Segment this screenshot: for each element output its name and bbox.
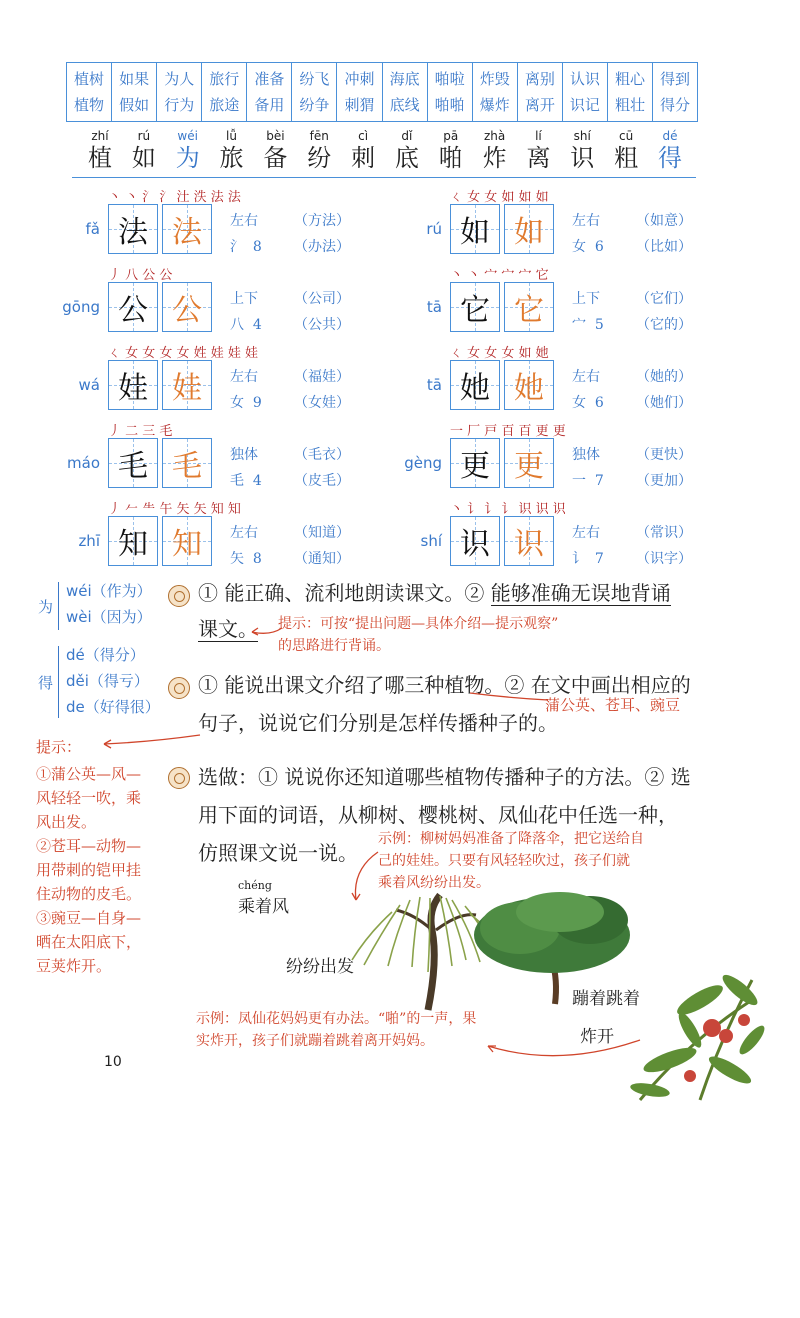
card-character-tracing: 毛 (172, 449, 202, 484)
hint-line: ③豌豆—自身— (36, 909, 142, 927)
example-word: （公司） (294, 291, 350, 307)
card-character: 毛 (118, 449, 148, 484)
note-line: 乘着风纷纷出发。 (378, 875, 490, 891)
example: （好得很） (84, 698, 160, 716)
word-table-cell: 假如 (119, 96, 150, 114)
structure: 独体 (572, 447, 600, 463)
character: 为 (175, 144, 200, 172)
card-character: 公 (118, 293, 148, 328)
radical: 女 (230, 395, 244, 411)
note-line: 示例：凤仙花妈妈更有办法。“啪”的一声，果 (196, 1011, 477, 1027)
character-pinyin: wéi (177, 129, 198, 143)
card-character: 娃 (118, 371, 148, 406)
task-text: ① 能说出课文介绍了哪三种植物。② 在文中画出相应的 (198, 673, 691, 697)
stroke-order: 一 厂 戸 百 百 更 更 (450, 424, 566, 439)
stroke-count: 4 (252, 317, 262, 333)
hint-line: ①蒲公英—风— (36, 765, 142, 783)
pinyin: dé (66, 646, 85, 664)
character: 离 (526, 144, 551, 172)
task-text: 仿照课文说一说。 (198, 841, 358, 865)
structure: 左右 (572, 213, 600, 229)
note-line: 实炸开，孩子们就蹦着跳着离开妈妈。 (196, 1033, 434, 1049)
structure: 左右 (230, 369, 258, 385)
example-word: （知道） (294, 525, 350, 541)
word-table-cell: 识记 (569, 96, 600, 114)
balsam-plant-illustration (629, 970, 768, 1100)
stroke-count: 9 (252, 395, 262, 411)
radical: 氵 (230, 239, 244, 255)
word-table-cell: 炸毁 (479, 70, 510, 88)
example-word: （公共） (294, 317, 350, 333)
example-word: （她们） (636, 395, 692, 411)
word-table-cell: 海底 (389, 70, 420, 88)
character-pinyin: pā (443, 129, 459, 143)
example-word: （女娃） (294, 395, 350, 411)
card-pinyin: tā (426, 298, 442, 316)
stroke-count: 8 (252, 551, 262, 567)
word-table-cell: 得到 (660, 70, 691, 88)
character: 旅 (219, 144, 244, 172)
card-character-tracing: 如 (514, 215, 544, 250)
character-pinyin: fēn (309, 129, 329, 143)
task-text: ① 能正确、流利地朗读课文。② (198, 581, 491, 605)
note-line: 示例：柳树妈妈准备了降落伞，把它送给自 (378, 831, 644, 847)
card-pinyin: máo (67, 454, 100, 472)
radical: 女 (572, 395, 586, 411)
stroke-count: 6 (594, 395, 604, 411)
card-pinyin: gōng (62, 298, 100, 316)
example-word: （她的） (636, 369, 692, 385)
word-table-cell: 纷争 (299, 96, 330, 114)
card-pinyin: zhī (78, 532, 100, 550)
card-pinyin: fǎ (85, 220, 100, 238)
character-pinyin: lí (535, 129, 542, 143)
example-word: （更快） (636, 447, 692, 463)
hint-line: 用带刺的铠甲挂 (36, 861, 142, 879)
card-character: 更 (460, 449, 490, 484)
example: （得分） (84, 646, 145, 664)
polyphone-char: 得 (38, 674, 54, 692)
word-table-cell: 底线 (389, 96, 420, 114)
task-text-underlined: 课文。 (198, 617, 258, 641)
word-zhakai: 炸开 (580, 1027, 614, 1047)
card-character-tracing: 她 (514, 371, 544, 406)
polyphone-char: 为 (38, 598, 54, 616)
example: （作为） (91, 582, 152, 600)
character-pinyin: cì (358, 129, 369, 143)
word-table-cell: 离开 (524, 96, 555, 114)
stroke-order: ㄑ 女 女 如 如 如 (450, 190, 549, 205)
task-text-underlined: 能够准确无误地背诵 (490, 581, 671, 605)
example-word: （它们） (636, 291, 692, 307)
hint-line: 晒在太阳底下， (36, 933, 142, 951)
word-table-cell: 粗壮 (614, 96, 645, 114)
hint-line: 住动物的皮毛。 (36, 885, 142, 903)
example-word: （毛衣） (294, 447, 350, 463)
card-character-tracing: 知 (172, 527, 202, 562)
character-pinyin: shí (573, 129, 591, 143)
word-table-cell: 行为 (164, 96, 195, 114)
word-table-cell: 为人 (164, 70, 195, 88)
page-number: 10 (104, 1054, 122, 1070)
radical: 一 (572, 473, 586, 489)
example-word: （更加） (636, 473, 692, 489)
word-table-cell: 啪啪 (434, 96, 465, 114)
card-character-tracing: 公 (172, 293, 202, 328)
radical: 宀 (572, 317, 586, 333)
pinyin: de (66, 698, 85, 716)
note-line: 己的娃娃。只要有风轻轻吹过，孩子们就 (378, 853, 630, 869)
word-table-cell: 刺猬 (344, 96, 375, 114)
character: 啪 (438, 144, 463, 172)
example-word: （常识） (636, 525, 692, 541)
radical: 八 (230, 317, 244, 333)
task-text: 句子，说说它们分别是怎样传播种子的。 (198, 711, 558, 735)
character-pinyin: zhà (483, 129, 506, 143)
example-word: （识字） (636, 551, 692, 567)
word-table-cell: 如果 (119, 70, 150, 88)
word-table-cell: 旅行 (209, 70, 240, 88)
pinyin: wéi (66, 582, 92, 600)
character: 识 (570, 144, 595, 172)
example: （因为） (91, 608, 152, 626)
card-pinyin: wá (78, 376, 100, 394)
word-table-cell: 纷飞 (299, 70, 330, 88)
example-note-balsam (196, 1008, 476, 1052)
stroke-count: 8 (252, 239, 262, 255)
card-pinyin: shí (420, 532, 442, 550)
example: （得亏） (88, 672, 149, 690)
word-table-cell: 啪啦 (434, 70, 465, 88)
example-word: （比如） (636, 239, 692, 255)
hint-line: 风出发。 (36, 813, 97, 831)
pinyin: děi (66, 672, 89, 690)
word-table-cell: 得分 (660, 96, 691, 114)
structure: 左右 (230, 525, 258, 541)
word-table-cell: 旅途 (209, 96, 240, 114)
arrow (104, 735, 200, 744)
card-character: 她 (460, 371, 490, 406)
character-pinyin: cū (619, 129, 634, 143)
card-pinyin: rú (426, 220, 442, 238)
card-character-tracing: 法 (172, 215, 202, 250)
hint-line: 豆荚炸开。 (36, 957, 112, 975)
example-word: （通知） (294, 551, 350, 567)
card-character: 它 (460, 293, 490, 328)
character: 刺 (351, 144, 376, 172)
word-table-cell: 冲刺 (344, 70, 375, 88)
example-word: （它的） (636, 317, 692, 333)
character-pinyin: bèi (266, 129, 285, 143)
hint-title: 提示： (36, 738, 82, 756)
note-line: 的思路进行背诵。 (278, 638, 390, 654)
stroke-count: 5 (594, 317, 604, 333)
structure: 左右 (572, 525, 600, 541)
pinyin: wèi (66, 608, 92, 626)
character: 得 (657, 144, 682, 172)
example-word: （皮毛） (294, 473, 350, 489)
character-pinyin: dǐ (401, 129, 413, 143)
structure: 左右 (572, 369, 600, 385)
hint-line: ②苍耳—动物— (36, 837, 142, 855)
stroke-count: 4 (252, 473, 262, 489)
card-character: 法 (118, 215, 148, 250)
example-word: （方法） (294, 213, 350, 229)
card-pinyin: tā (426, 376, 442, 394)
arrow (488, 1040, 640, 1056)
character: 底 (394, 144, 419, 172)
word-chengzhefeng (238, 880, 289, 917)
character-pinyin: zhí (91, 129, 109, 143)
structure: 上下 (572, 291, 600, 307)
character-pinyin: lǚ (226, 129, 237, 143)
task-text: 用下面的词语，从柳树、樱桃树、凤仙花中任选一种， (198, 803, 678, 827)
stroke-count: 7 (594, 473, 604, 489)
word-table-cell: 认识 (569, 70, 600, 88)
stroke-order: 丿 八 公 公 (108, 268, 173, 283)
structure: 左右 (230, 213, 258, 229)
stroke-order: 丶 讠 讠 讠 识 识 识 (450, 502, 566, 517)
structure: 独体 (230, 447, 258, 463)
arrow (355, 852, 378, 900)
card-character: 知 (118, 527, 148, 562)
radical: 毛 (230, 473, 244, 489)
character: 粗 (614, 144, 639, 172)
card-character-tracing: 识 (514, 527, 544, 562)
radical: 讠 (572, 551, 586, 567)
stroke-order: 丿 二 三 毛 (108, 424, 173, 439)
radical: 女 (572, 239, 586, 255)
hint-line: 风轻轻一吹，乘 (36, 789, 142, 807)
stroke-count: 6 (594, 239, 604, 255)
character: 植 (88, 144, 112, 172)
arrow (470, 693, 548, 700)
word-table-cell: 粗心 (614, 70, 645, 88)
card-pinyin: gèng (404, 454, 442, 472)
word-table-cell: 植树 (74, 70, 105, 88)
stroke-order: 丶 丶 氵 氵 汢 泆 法 法 (108, 190, 241, 205)
example-word: （办法） (294, 239, 350, 255)
character: 炸 (482, 144, 507, 172)
character: 备 (263, 144, 288, 172)
character-pinyin: dé (662, 129, 678, 143)
word-bengzhetiaozhe: 蹦着跳着 (572, 989, 640, 1009)
word-fenfenchufa: 纷纷出发 (286, 957, 354, 977)
stroke-count: 7 (594, 551, 604, 567)
radical: 矢 (230, 551, 244, 567)
stroke-order: ㄑ 女 女 女 女 姓 娃 娃 娃 (108, 346, 259, 361)
word-table-cell: 爆炸 (479, 96, 510, 114)
example-word: （如意） (636, 213, 692, 229)
word-text: 乘着风 (238, 897, 289, 917)
example-word: （福娃） (294, 369, 350, 385)
card-character: 如 (460, 215, 490, 250)
card-character-tracing: 娃 (172, 371, 202, 406)
task-text: 选做：① 说说你还知道哪些植物传播种子的方法。② 选 (198, 765, 691, 789)
stroke-order: ㄑ 女 女 女 如 她 (450, 346, 549, 361)
note-line: 提示：可按“提出问题—具体介绍—提示观察” (278, 616, 559, 632)
word-table-cell: 备用 (254, 96, 285, 114)
structure: 上下 (230, 291, 258, 307)
stroke-order: 丿 𠂉 ⺧ 午 矢 矢 知 知 (108, 502, 241, 517)
character: 如 (131, 144, 156, 172)
card-character-tracing: 更 (514, 449, 544, 484)
character: 纷 (307, 144, 332, 172)
character-pinyin: rú (137, 129, 151, 143)
stroke-order: 丶 丶 宀 宀 宀 它 (450, 268, 549, 283)
word-pinyin: chéng (238, 879, 272, 892)
card-character: 识 (460, 527, 490, 562)
word-table-cell: 离别 (524, 70, 555, 88)
word-table-cell: 准备 (254, 70, 285, 88)
word-table-cell: 植物 (74, 96, 105, 114)
card-character-tracing: 它 (514, 293, 544, 328)
hint-note-2: 蒲公英、苍耳、豌豆 (545, 696, 681, 714)
